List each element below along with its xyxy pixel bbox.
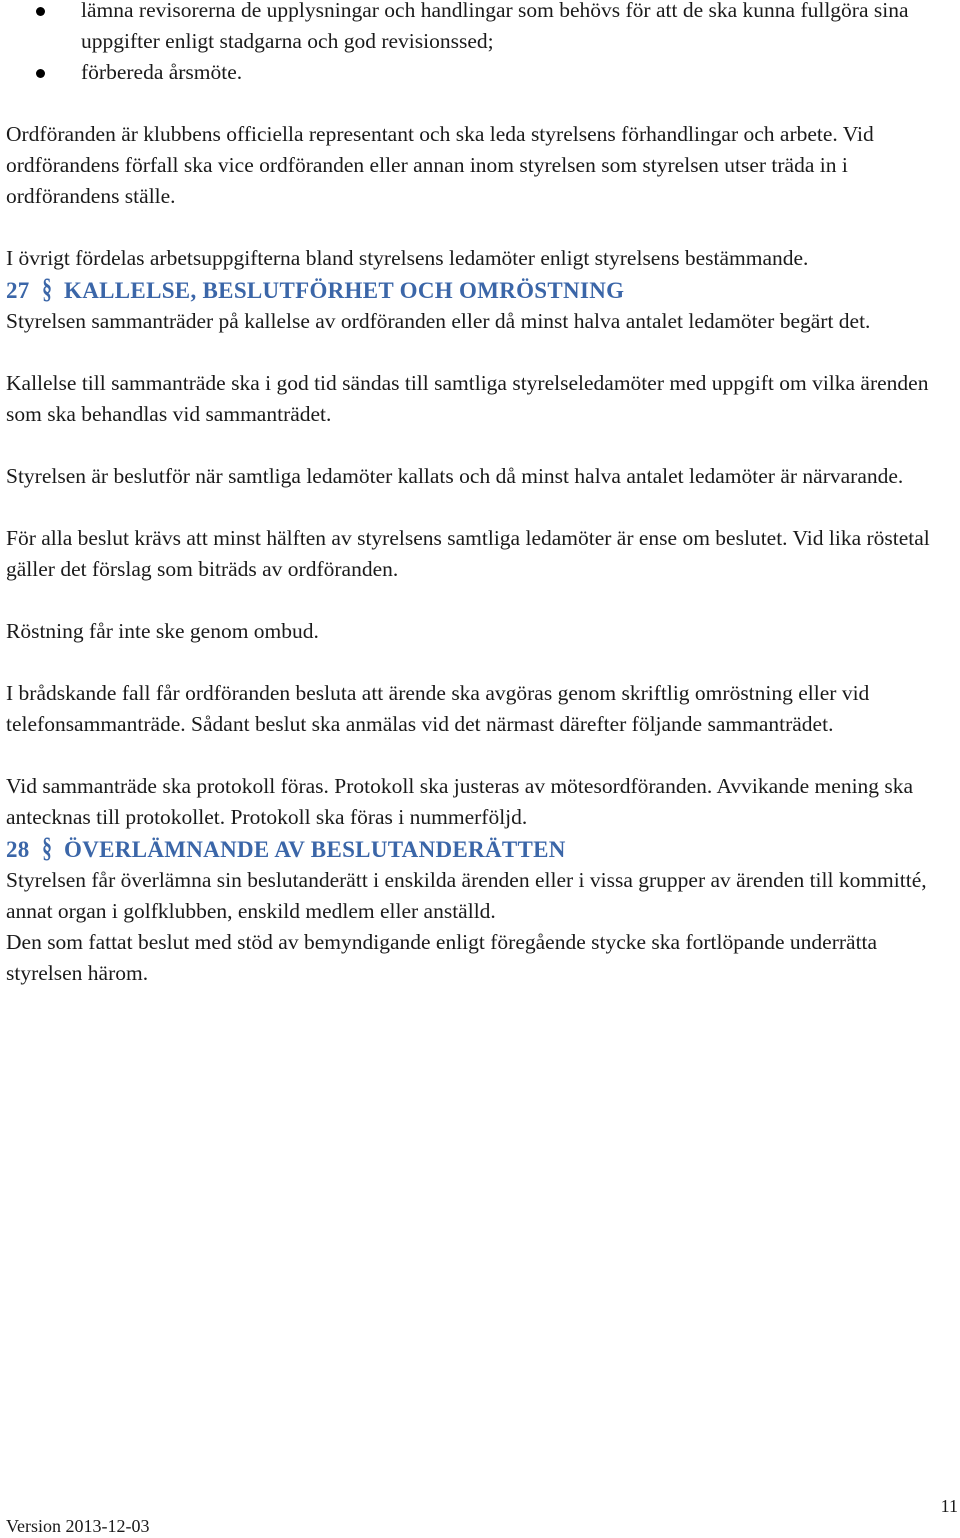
paragraph: För alla beslut krävs att minst hälften av styrelsens samtliga ledamöter är ense om beslutet. Vid lika röstetal gäller det förslag som biträds av ordföranden. — [6, 526, 930, 581]
section-heading-28 — [6, 833, 952, 865]
section-title: KALLELSE, BESLUTFÖRHET OCH OMRÖSTNING — [64, 278, 625, 303]
document-body — [6, 0, 952, 989]
bullet-text: lämna revisorerna de upplysningar och handlingar som behövs för att de ska kunna fullgöra sina uppgifter enligt stadgarna och god revisionssed; — [81, 0, 909, 53]
section-number: 28 — [6, 837, 30, 862]
paragraph-sign: § — [41, 833, 52, 864]
bullet-item — [6, 0, 952, 57]
paragraph: Kallelse till sammanträde ska i god tid sändas till samtliga styrelseledamöter med uppgift om vilka ärenden som ska behandlas vid sammanträdet. — [6, 371, 929, 426]
paragraph: I brådskande fall får ordföranden besluta att ärende ska avgöras genom skriftlig omröstning eller vid telefonsammanträde. Sådant beslut ska anmälas vid det närmast därefter följande sammanträdet. — [6, 681, 870, 736]
paragraph: Styrelsen sammanträder på kallelse av ordföranden eller då minst halva antalet ledamöter begärt det. — [6, 309, 871, 333]
bullet-dot-icon — [36, 69, 45, 78]
section-number: 27 — [6, 278, 30, 303]
paragraph: I övrigt fördelas arbetsuppgifterna bland styrelsens ledamöter enligt styrelsens bestämmande. — [6, 246, 809, 270]
bullet-dot-icon — [36, 7, 45, 16]
paragraph: Röstning får inte ske genom ombud. — [6, 619, 319, 643]
paragraph: Vid sammanträde ska protokoll föras. Protokoll ska justeras av mötesordföranden. Avvikande mening ska antecknas till protokollet. Protokoll ska föras i nummerföljd. — [6, 774, 914, 829]
bullet-item — [6, 57, 952, 88]
page-number: 11 — [940, 1496, 958, 1516]
bullet-text: förbereda årsmöte. — [81, 60, 243, 84]
paragraph-sign: § — [41, 274, 52, 305]
paragraph: Styrelsen är beslutför när samtliga ledamöter kallats och då minst halva antalet ledamöter är närvarande. — [6, 464, 904, 488]
paragraph: Styrelsen får överlämna sin beslutanderätt i enskilda ärenden eller i vissa grupper av ärenden till kommitté, annat organ i golfklubben, enskild medlem eller anställd. — [6, 868, 927, 923]
section-title: ÖVERLÄMNANDE AV BESLUTANDERÄTTEN — [64, 837, 566, 862]
section-heading-27 — [6, 274, 952, 306]
bullet-list — [6, 0, 952, 88]
paragraph: Den som fattat beslut med stöd av bemyndigande enligt föregående stycke ska fortlöpande underrätta styrelsen härom. — [6, 930, 878, 985]
version-label: Version 2013-12-03 — [6, 1516, 150, 1536]
paragraph: Ordföranden är klubbens officiella representant och ska leda styrelsens förhandlingar och arbete. Vid ordförandens förfall ska vice ordföranden eller annan inom styrelsen som styrelsen utser träda in i ordförandens ställe. — [6, 122, 874, 208]
